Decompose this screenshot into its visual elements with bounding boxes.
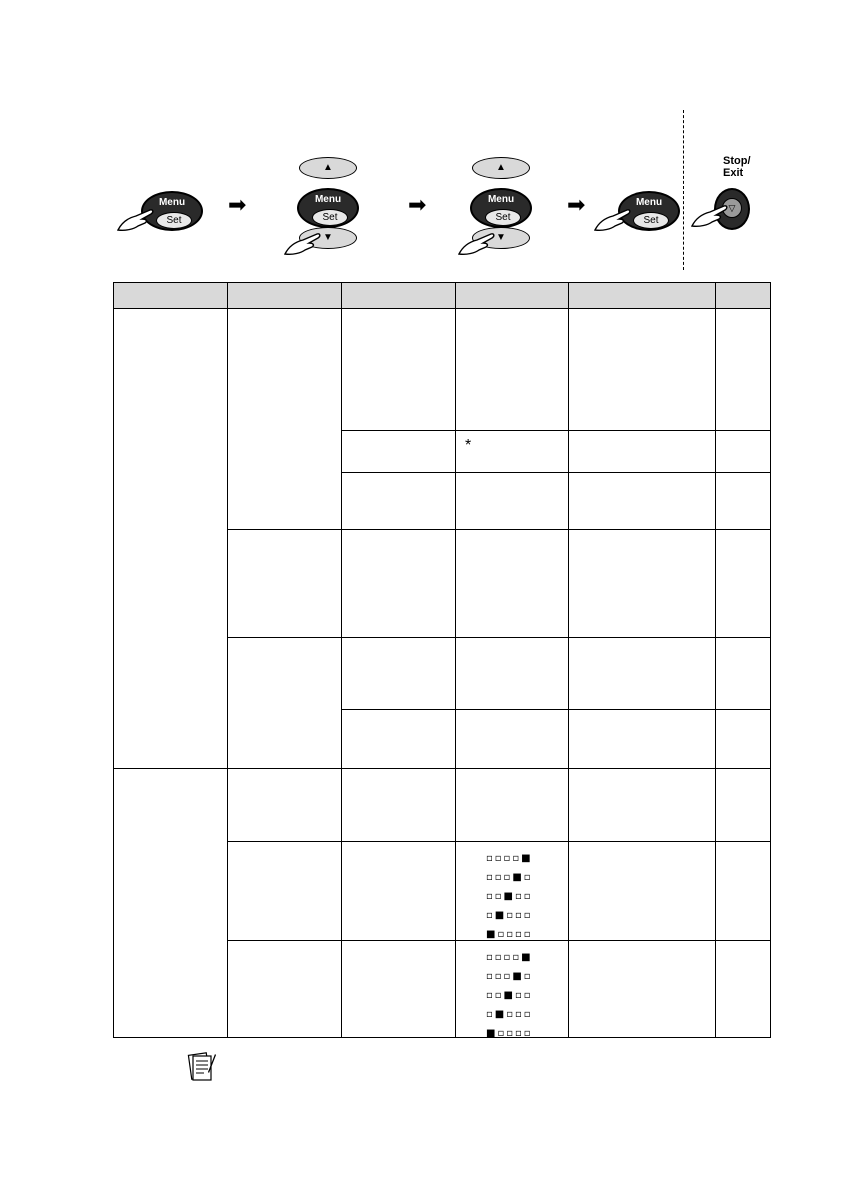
level-indicator: ▫▫▫▫■: [486, 853, 533, 864]
table-cell: [227, 940, 342, 1038]
stop-label-line2: Exit: [723, 167, 744, 179]
table-cell: [113, 768, 228, 1038]
menu-set-button-step3[interactable]: [470, 188, 532, 228]
note-icon: [186, 1050, 216, 1082]
dashed-separator: [683, 110, 684, 270]
level-indicator: ▫■▫▫▫: [486, 910, 533, 921]
up-arrow-key[interactable]: ▲: [472, 157, 530, 179]
table-row: [341, 472, 771, 530]
column-divider: [455, 308, 456, 1038]
level-indicator: ▫▫▫■▫: [486, 872, 533, 883]
level-indicator: ▫▫▫■▫: [486, 971, 533, 982]
table-row: [341, 709, 771, 769]
table-cell: [227, 308, 342, 530]
down-arrow-key[interactable]: ▼: [299, 227, 357, 249]
level-indicator: ▫▫■▫▫: [486, 990, 533, 1001]
stop-exit-label: [723, 155, 751, 179]
header-cell-page: [715, 282, 771, 309]
stop-icon: ▽: [722, 198, 742, 218]
default-setting-marker: *: [465, 437, 472, 454]
menu-label: Menu: [314, 194, 342, 205]
stop-label-line1: Stop/: [723, 155, 751, 167]
table-cell: [227, 768, 342, 842]
set-label: Set: [485, 209, 521, 226]
menu-label: Menu: [487, 194, 515, 205]
header-cell-main-menu: [113, 282, 228, 309]
up-arrow-key[interactable]: ▲: [299, 157, 357, 179]
table-row: [341, 529, 771, 638]
set-label: Set: [312, 209, 348, 226]
header-cell-menu-selections: [341, 282, 456, 309]
menu-label: Menu: [158, 197, 186, 208]
table-row: [341, 637, 771, 710]
hand-press-icon: [116, 204, 156, 234]
table-cell: [113, 308, 228, 769]
table-row: [341, 940, 771, 1038]
set-label: Set: [156, 212, 192, 229]
table-row: [341, 308, 771, 431]
level-indicator: ■▫▫▫▫: [486, 929, 533, 940]
column-divider: [715, 308, 716, 1038]
table-cell: [227, 841, 342, 941]
table-row: [341, 430, 771, 473]
right-arrow-icon: ➡: [228, 192, 247, 217]
header-cell-descriptions: [568, 282, 716, 309]
hand-press-icon: [283, 228, 323, 258]
table-row: [341, 768, 771, 842]
table-cell: [227, 529, 342, 638]
header-cell-options: [455, 282, 569, 309]
hand-press-icon: [457, 228, 497, 258]
table-cell: [227, 637, 342, 769]
down-arrow-key[interactable]: ▼: [472, 227, 530, 249]
menu-label: Menu: [635, 197, 663, 208]
right-arrow-icon: ➡: [567, 192, 586, 217]
right-arrow-icon: ➡: [408, 192, 427, 217]
level-indicator: ▫▫▫▫■: [486, 952, 533, 963]
level-indicator: ■▫▫▫▫: [486, 1028, 533, 1039]
column-divider: [568, 308, 569, 1038]
table-row: [341, 841, 771, 941]
set-label: Set: [633, 212, 669, 229]
header-cell-submenu: [227, 282, 342, 309]
level-indicator: ▫▫■▫▫: [486, 891, 533, 902]
menu-set-button-step2[interactable]: [297, 188, 359, 228]
level-indicator: ▫■▫▫▫: [486, 1009, 533, 1020]
hand-press-icon: [593, 204, 633, 234]
hand-press-icon: [690, 200, 730, 230]
